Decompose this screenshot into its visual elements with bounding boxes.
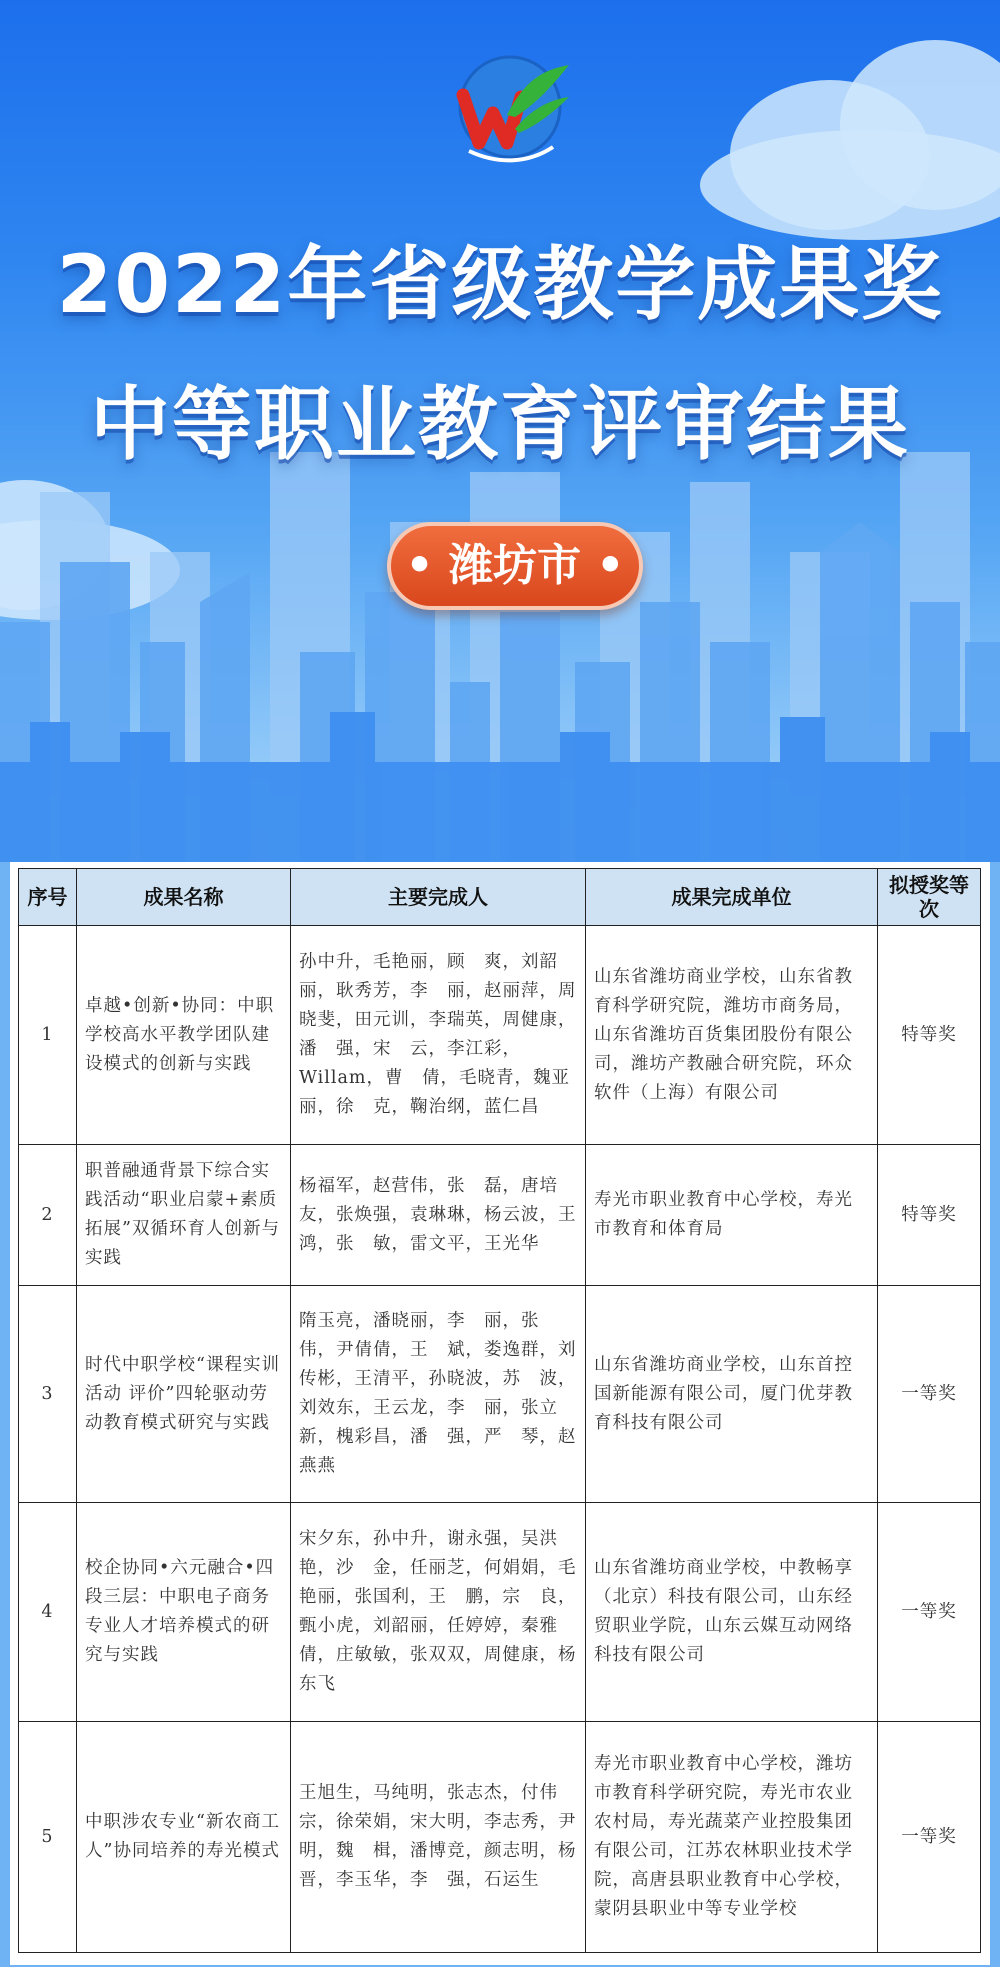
table-row (19, 1722, 981, 1953)
award-level: 一等奖 (878, 1286, 981, 1503)
table-row (19, 926, 981, 1145)
table-row (19, 1286, 981, 1503)
award-level: 特等奖 (878, 926, 981, 1145)
achievement-name: 中职涉农专业“新农商工人”协同培养的寿光模式 (77, 1722, 291, 1953)
main-contributors: 孙中升，毛艳丽，顾 爽，刘韶丽，耿秀芳，李 丽，赵丽萍，周晓斐，田元训，李瑞英，周健康，潘 强，宋 云，李江彩，Willam，曹 倩，毛晓青，魏亚丽，徐 克，鞠治纲，蓝仁昌 (291, 926, 586, 1145)
main-contributors: 杨福军，赵营伟，张 磊，唐培友，张焕强，袁琳琳，杨云波，王 鸿，张 敏，雷文平，王光华 (291, 1145, 586, 1286)
award-level: 一等奖 (878, 1503, 981, 1722)
results-table-container (10, 862, 990, 1965)
award-level: 特等奖 (878, 1145, 981, 1286)
completing-units: 山东省潍坊商业学校，中教畅享（北京）科技有限公司，山东经贸职业学院，山东云媒互动网络科技有限公司 (586, 1503, 878, 1722)
main-contributors: 王旭生，马纯明，张志杰，付伟宗，徐荣娟，宋大明，李志秀，尹 明，魏 楫，潘博竞，颜志明，杨 晋，李玉华，李 强，石运生 (291, 1722, 586, 1953)
column-header-units: 成果完成单位 (586, 869, 878, 926)
achievement-name: 卓越•创新•协同：中职学校高水平教学团队建设模式的创新与实践 (77, 926, 291, 1145)
main-contributors: 隋玉亮，潘晓丽，李 丽，张 伟，尹倩倩，王 斌，娄逸群，刘传彬，王清平，孙晓波，苏 波，刘效东，王云龙，李 丽，张立新，槐彩昌，潘 强，严 琴，赵燕燕 (291, 1286, 586, 1503)
main-contributors: 宋夕东，孙中升，谢永强，吴洪艳，沙 金，任丽芝，何娟娟，毛艳丽，张国利，王 鹏，宗 良，甄小虎，刘韶丽，任婷婷，秦雅倩，庄敏敏，张双双，周健康，杨东飞 (291, 1503, 586, 1722)
completing-units: 山东省潍坊商业学校，山东首控国新能源有限公司，厦门优芽教育科技有限公司 (586, 1286, 878, 1503)
column-header-people: 主要完成人 (291, 869, 586, 926)
row-index: 1 (19, 926, 77, 1145)
completing-units: 寿光市职业教育中心学校，寿光市教育和体育局 (586, 1145, 878, 1286)
sub-title: 中等职业教育评审结果 (90, 378, 910, 471)
award-level: 一等奖 (878, 1722, 981, 1953)
table-row (19, 1503, 981, 1722)
main-title: 2022年省级教学成果奖 (56, 238, 944, 331)
completing-units: 寿光市职业教育中心学校，潍坊市教育科学研究院，寿光市农业农村局，寿光蔬菜产业控股集团有限公司，江苏农林职业技术学院，高唐县职业教育中心学校，蒙阴县职业中等专业学校 (586, 1722, 878, 1953)
achievement-name: 校企协同•六元融合•四段三层：中职电子商务专业人才培养模式的研究与实践 (77, 1503, 291, 1722)
header-banner (0, 0, 1000, 862)
column-header-award: 拟授奖等次 (878, 869, 981, 926)
table-header-row (19, 869, 981, 926)
column-header-name: 成果名称 (77, 869, 291, 926)
city-badge: • 潍坊市 • (387, 522, 643, 610)
row-index: 3 (19, 1286, 77, 1503)
completing-units: 山东省潍坊商业学校，山东省教育科学研究院，潍坊市商务局，山东省潍坊百货集团股份有限公司，潍坊产教融合研究院，环众软件（上海）有限公司 (586, 926, 878, 1145)
weifang-education-logo (449, 55, 571, 165)
achievement-name: 职普融通背景下综合实践活动“职业启蒙+素质拓展”双循环育人创新与实践 (77, 1145, 291, 1286)
results-table (18, 868, 981, 1953)
achievement-name: 时代中职学校“课程实训 活动 评价”四轮驱动劳动教育模式研究与实践 (77, 1286, 291, 1503)
row-index: 5 (19, 1722, 77, 1953)
cloud-decoration (700, 130, 1000, 240)
table-row (19, 1145, 981, 1286)
row-index: 4 (19, 1503, 77, 1722)
column-header-index: 序号 (19, 869, 77, 926)
row-index: 2 (19, 1145, 77, 1286)
